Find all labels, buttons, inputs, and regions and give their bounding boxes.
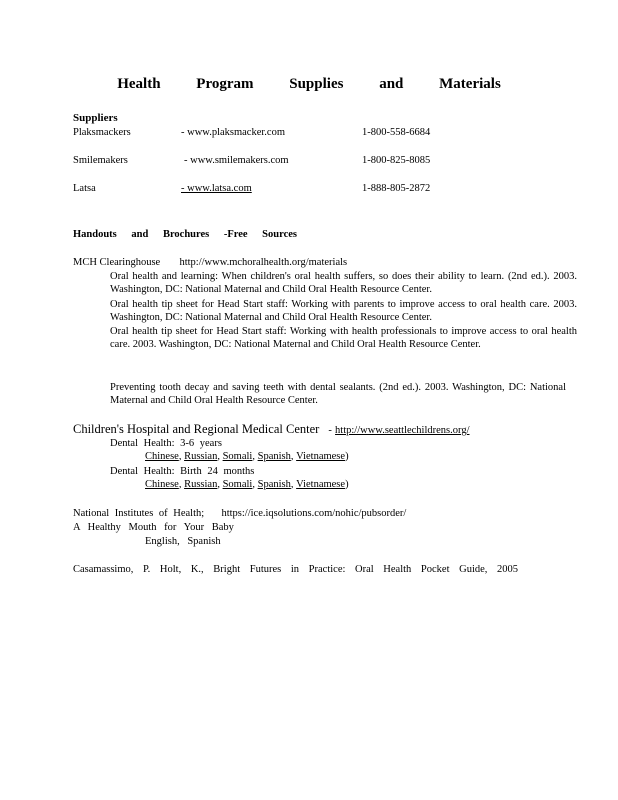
supplier-phone: 1-800-558-6684 bbox=[362, 127, 431, 138]
supplier-phone: 1-888-805-2872 bbox=[362, 183, 431, 194]
title-word: Program bbox=[196, 76, 254, 92]
mch-label bbox=[73, 256, 347, 269]
nih-url[interactable]: https://ice.iqsolutions.com/nohic/pubsorder/ bbox=[221, 508, 407, 519]
mch-url[interactable]: http://www.mchoralhealth.org/materials bbox=[179, 257, 348, 268]
dental-health-2: Dental Health: Birth 24 months bbox=[110, 466, 255, 477]
supplier-name: Plaksmackers bbox=[73, 127, 131, 138]
language-link[interactable]: Russian bbox=[184, 479, 218, 490]
language-link[interactable]: Somali bbox=[222, 451, 253, 462]
supplier-url[interactable]: - www.smilemakers.com bbox=[184, 155, 289, 166]
mch-entry-4: Preventing tooth decay and saving teeth with dental sealants. (2nd ed.). 2003. Washington, DC: National Maternal and Child Oral Health Resource Center. bbox=[110, 382, 566, 407]
language-link[interactable]: Russian bbox=[184, 451, 218, 462]
mch-entry-3: Oral health tip sheet for Head Start staff: Working with health professionals to improve access to oral health care. 2003. Washington, DC: National Maternal and Child Oral Health Resource Center. bbox=[110, 326, 577, 351]
nih-label: National Institutes of Health; bbox=[73, 508, 205, 519]
language-link[interactable]: Somali bbox=[222, 479, 253, 490]
mch-entry-1: Oral health and learning: When children's oral health suffers, so does their ability to learn. (2nd ed.). 2003. Washington, DC: National Maternal and Child Oral Health Resource Center. bbox=[110, 271, 577, 296]
title-word: Supplies bbox=[289, 76, 344, 92]
title-word: Health bbox=[117, 76, 161, 92]
languages-row-1: Chinese, Russian, Somali, Spanish, Vietnamese) bbox=[145, 451, 349, 462]
casamassimo-citation: Casamassimo, P. Holt, K., Bright Futures in Practice: Oral Health Pocket Guide, 2005 bbox=[73, 564, 519, 575]
nih-line bbox=[73, 507, 406, 520]
handouts-heading: Handouts and Brochures -Free Sources bbox=[73, 229, 297, 240]
supplier-name: Smilemakers bbox=[73, 155, 128, 166]
childrens-url[interactable]: http://www.seattlechildrens.org/ bbox=[335, 425, 470, 436]
nih-languages: English, Spanish bbox=[145, 536, 221, 547]
childrens-name: Children's Hospital and Regional Medical Center bbox=[73, 422, 320, 436]
supplier-url[interactable]: - www.latsa.com bbox=[181, 183, 252, 194]
language-link[interactable]: Spanish bbox=[257, 479, 291, 490]
language-link[interactable]: Spanish bbox=[257, 451, 291, 462]
mch-name: MCH Clearinghouse bbox=[73, 257, 161, 268]
supplier-phone: 1-800-825-8085 bbox=[362, 155, 431, 166]
nih-booklet: A Healthy Mouth for Your Baby bbox=[73, 522, 234, 533]
title-word: and bbox=[379, 76, 404, 92]
childrens-dash: - bbox=[328, 425, 332, 436]
childrens-label bbox=[73, 422, 499, 437]
page-title bbox=[0, 76, 618, 93]
language-link[interactable]: Chinese bbox=[145, 451, 179, 462]
suppliers-heading: Suppliers bbox=[73, 112, 118, 124]
language-link[interactable]: Chinese bbox=[145, 479, 179, 490]
language-link[interactable]: Vietnamese bbox=[296, 451, 346, 462]
dental-health-1: Dental Health: 3-6 years bbox=[110, 438, 222, 449]
supplier-name: Latsa bbox=[73, 183, 96, 194]
language-link[interactable]: Vietnamese bbox=[296, 479, 346, 490]
title-word: Materials bbox=[439, 76, 501, 92]
mch-entry-2: Oral health tip sheet for Head Start staff: Working with parents to improve access to oral health care. 2003. Washington, DC: National Maternal and Child Oral Health Resource Center. bbox=[110, 299, 577, 324]
languages-row-2: Chinese, Russian, Somali, Spanish, Vietnamese) bbox=[145, 479, 349, 490]
supplier-url[interactable]: - www.plaksmacker.com bbox=[181, 127, 285, 138]
